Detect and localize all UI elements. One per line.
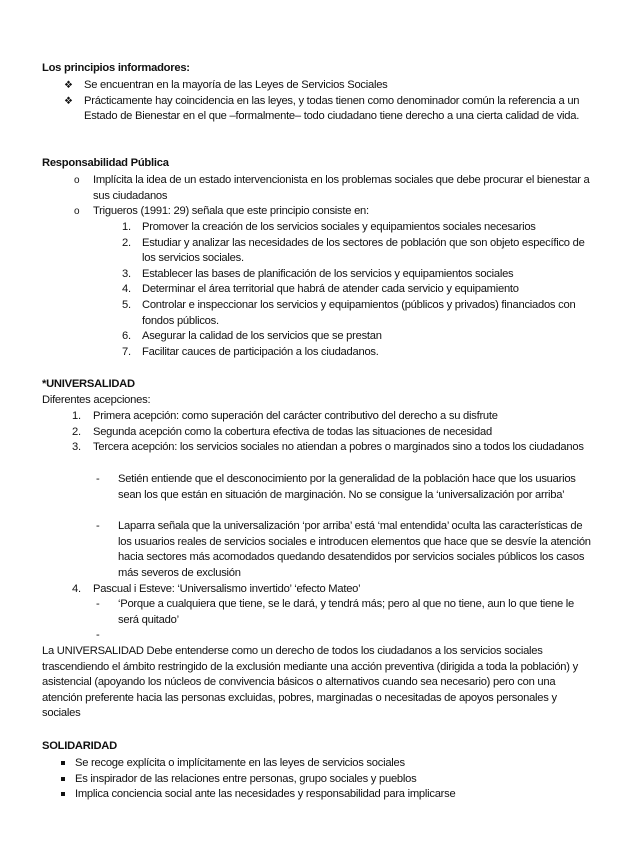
numbered-item: 3. Establecer las bases de planificación de los servicios y equipamientos sociales [122, 267, 514, 280]
numbered-item: 7. Facilitar cauces de participación a los ciudadanos. [122, 345, 379, 358]
acepciones-list-cont [0, 582, 636, 598]
responsabilidad-heading: Responsabilidad Pública [42, 157, 169, 169]
list-item: o Trigueros (1991: 29) señala que este principio consiste en: [0, 204, 636, 220]
list-item: ❖ Se encuentran en la mayoría de las Leyes de Servicios Sociales [0, 78, 636, 94]
universalidad-paragraph: La UNIVERSALIDAD Debe entenderse como un derecho de todos los ciudadanos a los servicios sociales trascendiendo el ámbito restringido de la exclusión mediante una acción preventiva (dirigida a toda la población) y asistencial (apoyando los núcleos de convivencia básicos o alternativos cuando sea necesario) pero con una atención preferente hacia las personas excluidas, pobres, marginadas o necesitadas de apoyos personales y sociales [42, 645, 578, 720]
numbered-item: 1. Primera acepción: como superación del carácter contributivo del derecho a su disfrute [72, 410, 498, 422]
universalidad-intro: Diferentes acepciones: [42, 394, 151, 406]
mateo-sublist [0, 597, 636, 644]
numbered-item: 6. Asegurar la calidad de los servicios que se prestan [122, 330, 382, 343]
circle-bullet-icon: o [74, 206, 80, 217]
solidaridad-list [0, 756, 636, 803]
acepciones-list [0, 409, 636, 456]
numbered-item: 2. Segunda acepción como la cobertura efectiva de todas las situaciones de necesidad [72, 425, 492, 438]
numbered-item: 4. Determinar el área territorial que habrá de atender cada servicio y equipamiento [122, 283, 519, 296]
diamond-bullet-icon: ❖ [64, 80, 73, 91]
list-item: Implica conciencia social ante las necesidades y responsabilidad para implicarse [0, 787, 636, 803]
square-bullet-icon [61, 792, 65, 796]
empty-dash-item: - [96, 629, 100, 642]
dash-item: - ‘Porque a cualquiera que tiene, se le dará, y tendrá más; pero al que no tiene, aun lo que tiene le será quitado’ [96, 598, 575, 626]
tercera-acepcion-sublist [0, 472, 636, 503]
trigueros-numbered-list [0, 220, 636, 360]
list-item: Se recoge explícita o implícitamente en las leyes de servicios sociales [0, 756, 636, 772]
numbered-item: 4. Pascual i Esteve: ‘Universalismo invertido’ ‘efecto Mateo’ [72, 583, 361, 595]
solidaridad-heading: SOLIDARIDAD [42, 740, 117, 752]
circle-bullet-icon: o [74, 175, 80, 186]
list-item: ❖ Prácticamente hay coincidencia en las leyes, y todas tienen como denominador común la referencia a un Estado de Bienestar en el que –formalmente– todo ciudadano tiene derecho a una cierta calidad de vida. [64, 94, 580, 123]
dash-item: - Setién entiende que el desconocimiento por la generalidad de la población hace que los usuarios sean los que están en situación de marginación. No se consigue la ‘universalización por arriba’ [96, 473, 576, 501]
principios-heading: Los principios informadores: [42, 62, 190, 74]
numbered-item: 1. Promover la creación de los servicios sociales y equipamientos sociales necesarios [122, 221, 536, 233]
list-item: Es inspirador de las relaciones entre personas, grupo sociales y pueblos [0, 772, 636, 788]
universalidad-heading: *UNIVERSALIDAD [42, 378, 135, 390]
principios-list [0, 78, 636, 125]
numbered-item: 5. Controlar e inspeccionar los servicios y equipamientos (públicos y privados) financiados con fondos públicos. [122, 298, 576, 327]
list-item: o Implícita la idea de un estado intervencionista en los problemas sociales que debe procurar el bienestar a sus ciudadanos [74, 174, 590, 202]
numbered-item: 2. Estudiar y analizar las necesidades de los sectores de población que son objeto específico de los servicios sociales. [122, 236, 585, 265]
responsabilidad-list-b [0, 204, 636, 220]
responsabilidad-list-a [0, 173, 636, 204]
diamond-bullet-icon: ❖ [64, 95, 73, 107]
dash-item: - Laparra señala que la universalización ‘por arriba’ está ‘mal entendida’ oculta las características de los usuarios reales de servicios sociales e introducen elementos que hace que se desvíe la atención hacia sectores más acomodados quedando desatendidos por servicios sociales públicos los casos más severos de exclusión [96, 520, 591, 579]
square-bullet-icon [61, 777, 65, 781]
numbered-item: 3. Tercera acepción: los servicios sociales no atiendan a pobres o marginados sino a todos los ciudadanos [72, 441, 584, 454]
square-bullet-icon [61, 761, 65, 765]
laparra-sublist [0, 519, 636, 581]
